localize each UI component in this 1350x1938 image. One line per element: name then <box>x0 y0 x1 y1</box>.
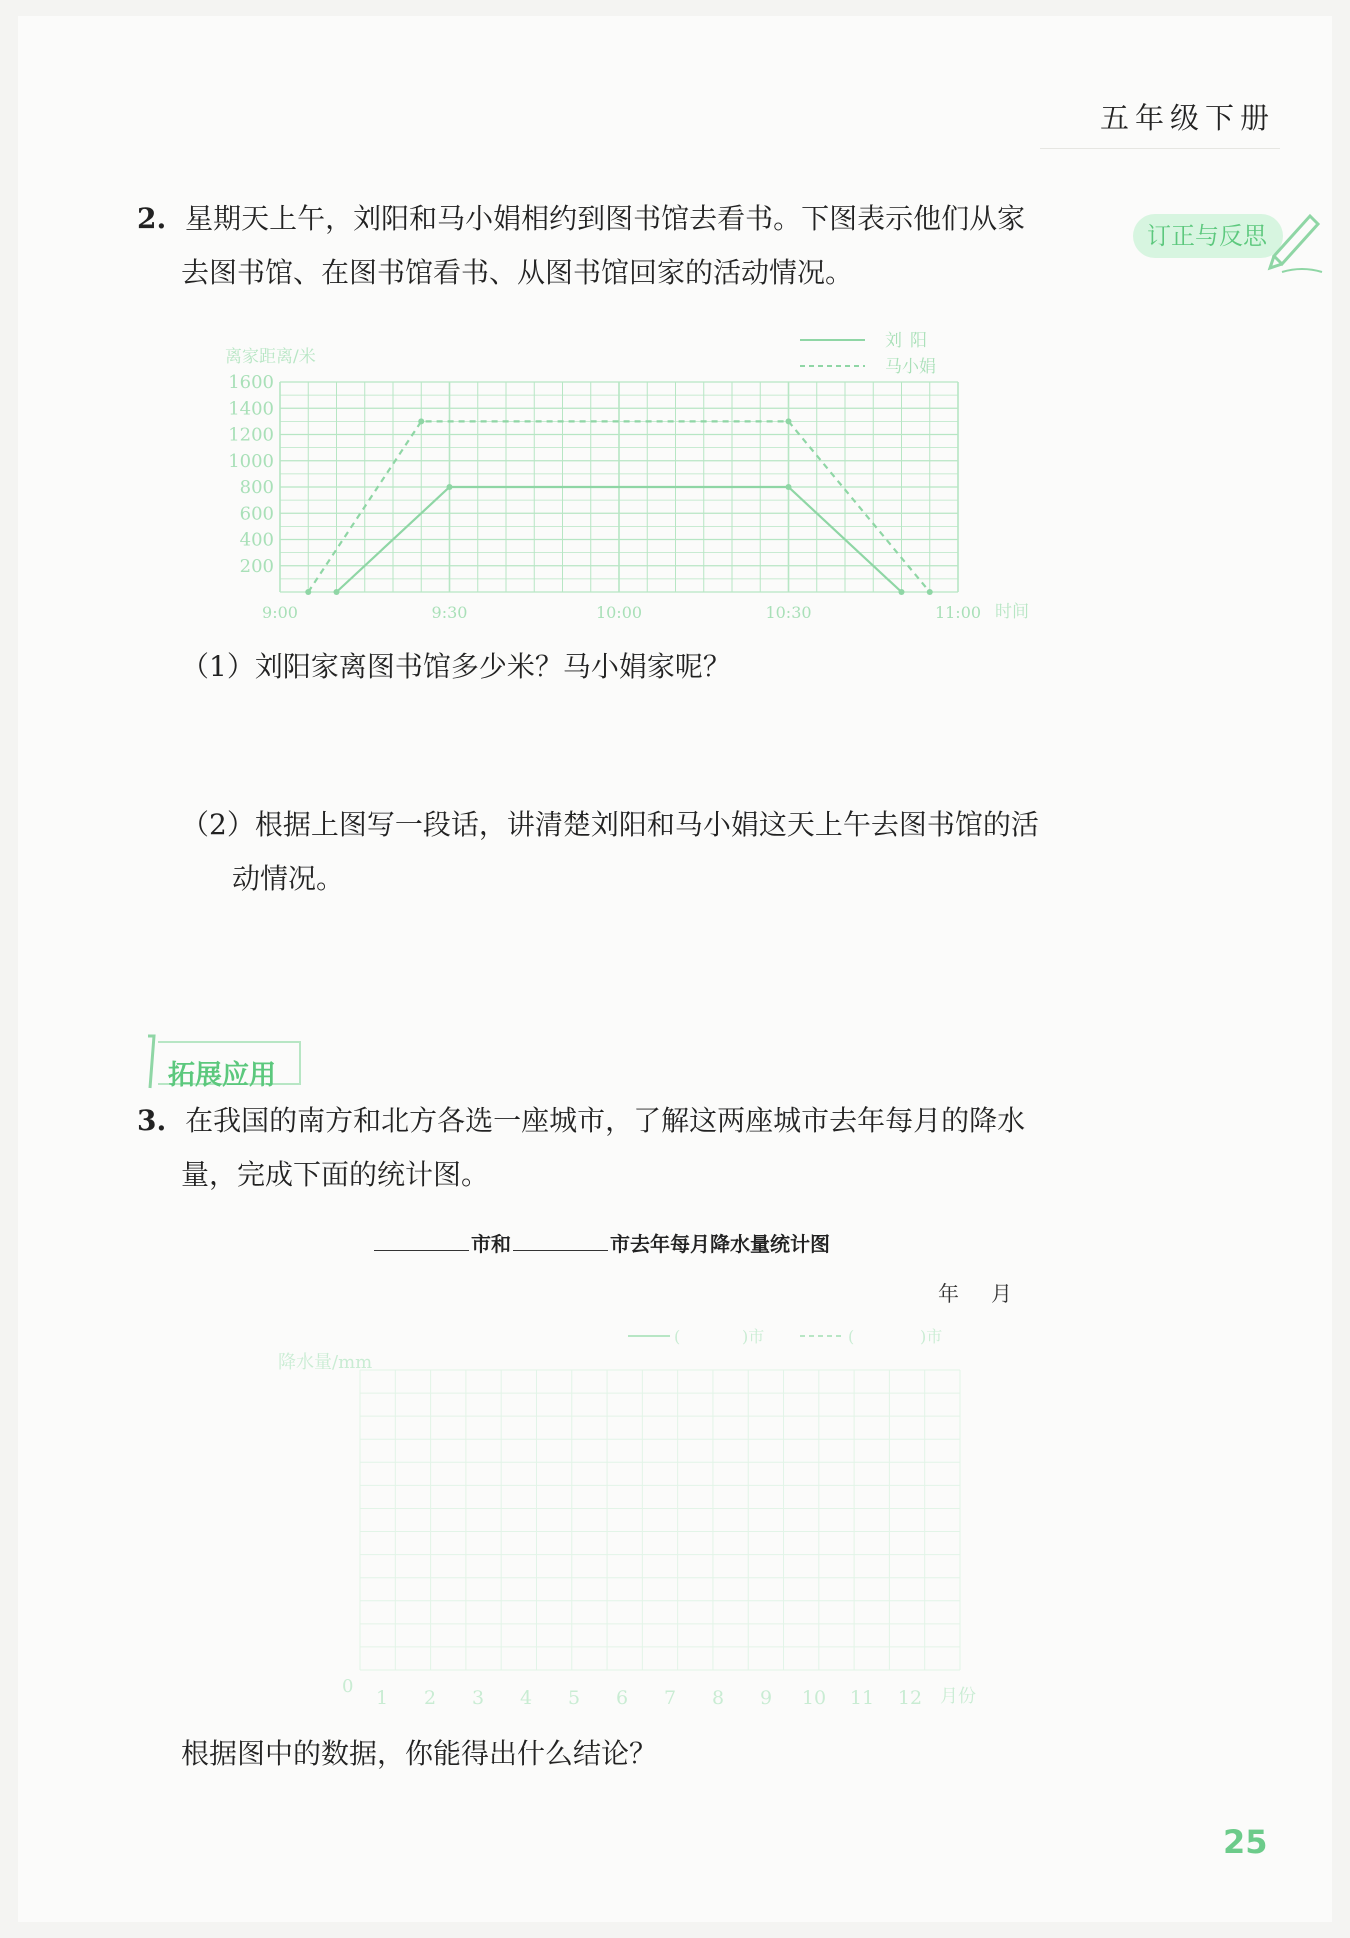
q3-text-line2: 量，完成下面的统计图。 <box>181 1158 490 1191</box>
q2-sub2-line2: 动情况。 <box>232 862 345 895</box>
q2-line1 <box>137 192 1025 246</box>
series-point <box>927 589 933 595</box>
section-title: 拓展应用 <box>168 1060 276 1091</box>
q2-text-line1: 星期天上午，刘阳和马小娟相约到图书馆去看书。下图表示他们从家 <box>185 202 1026 235</box>
y-tick-label: 1400 <box>228 398 274 420</box>
month-tick-label: 1 <box>375 1687 389 1709</box>
y-tick-label: 1000 <box>228 450 274 472</box>
chart1-y-label: 离家距离/米 <box>225 347 316 367</box>
series-point <box>786 484 792 490</box>
x-tick-label: 9:30 <box>431 603 468 622</box>
chart2-legend <box>628 1327 942 1346</box>
month-tick-label: 5 <box>567 1687 581 1709</box>
q3-number: 3. <box>137 1104 167 1137</box>
month-tick-label: 12 <box>897 1687 923 1709</box>
q3-text-line1: 在我国的南方和北方各选一座城市，了解这两座城市去年每月的降水 <box>185 1104 1026 1137</box>
q2-text-line2: 去图书馆、在图书馆看书、从图书馆回家的活动情况。 <box>181 256 854 289</box>
chart2-grid <box>360 1370 960 1670</box>
month-tick-label: 11 <box>849 1687 875 1709</box>
y-tick-label: 1600 <box>228 372 274 393</box>
chart2-x-label: 月份 <box>940 1686 976 1707</box>
year-label: 年 <box>938 1282 961 1306</box>
distance-time-chart <box>200 322 1060 642</box>
pencil-icon <box>1262 206 1332 276</box>
legend-maxiaojuan: 马小娟 <box>885 357 936 377</box>
y-tick-label: 400 <box>239 529 274 551</box>
month-tick-label: 2 <box>423 1687 437 1709</box>
q2-sub2-line1: （2）根据上图写一段话，讲清楚刘阳和马小娟这天上午去图书馆的活 <box>181 808 1039 841</box>
chart1-x-label: 时间 <box>995 602 1029 622</box>
x-tick-label: 11:00 <box>934 603 982 622</box>
chart2-y-label: 降水量/mm <box>278 1352 373 1373</box>
legend2-solid-right: )市 <box>742 1327 765 1346</box>
month-tick-label: 6 <box>615 1687 629 1709</box>
month-label: 月 <box>991 1282 1014 1306</box>
series-point <box>334 589 340 595</box>
legend-liuyang: 刘阳 <box>885 331 935 351</box>
legend2-dashed-right: )市 <box>920 1327 943 1346</box>
month-tick-label: 7 <box>663 1687 677 1709</box>
y-tick-label: 800 <box>239 477 274 498</box>
legend2-dashed-left: ( <box>848 1327 855 1346</box>
q2-sub1: （1）刘阳家离图书馆多少米？马小娟家呢？ <box>181 650 731 683</box>
legend2-solid-left: ( <box>674 1327 681 1346</box>
series-point <box>447 484 453 490</box>
series-point <box>305 589 311 595</box>
month-tick-label: 4 <box>519 1687 533 1709</box>
chart1-legend <box>800 331 936 377</box>
x-tick-label: 10:30 <box>765 603 812 622</box>
series-point <box>786 418 792 424</box>
page-number: 25 <box>1223 1823 1268 1861</box>
month-tick-label: 10 <box>801 1687 827 1709</box>
grade-label: 五年级下册 <box>1100 101 1276 135</box>
header-rule <box>1040 148 1280 149</box>
series-point <box>899 589 905 595</box>
chart2-title-end: 市去年每月降水量统计图 <box>610 1232 830 1256</box>
month-tick-label: 9 <box>759 1687 773 1709</box>
x-tick-label: 9:00 <box>262 603 298 622</box>
month-tick-label: 3 <box>471 1687 485 1709</box>
q2-number: 2. <box>137 202 167 235</box>
y-tick-label: 1200 <box>228 424 274 446</box>
y-tick-label: 200 <box>239 555 274 577</box>
x-tick-label: 10:00 <box>595 603 643 622</box>
q3-question: 根据图中的数据，你能得出什么结论？ <box>181 1737 658 1770</box>
chart1-ticks <box>228 372 981 622</box>
month-tick-label: 8 <box>711 1687 725 1709</box>
correction-badge: 订正与反思 <box>1133 214 1283 258</box>
chart2-ticks <box>376 1687 922 1709</box>
q3-line1 <box>137 1094 1025 1148</box>
chart2-origin: 0 <box>342 1676 354 1697</box>
rainfall-chart <box>260 1230 1020 1720</box>
y-tick-label: 600 <box>239 503 274 525</box>
chart2-title-mid: 市和 <box>471 1232 511 1256</box>
series-point <box>418 418 424 424</box>
